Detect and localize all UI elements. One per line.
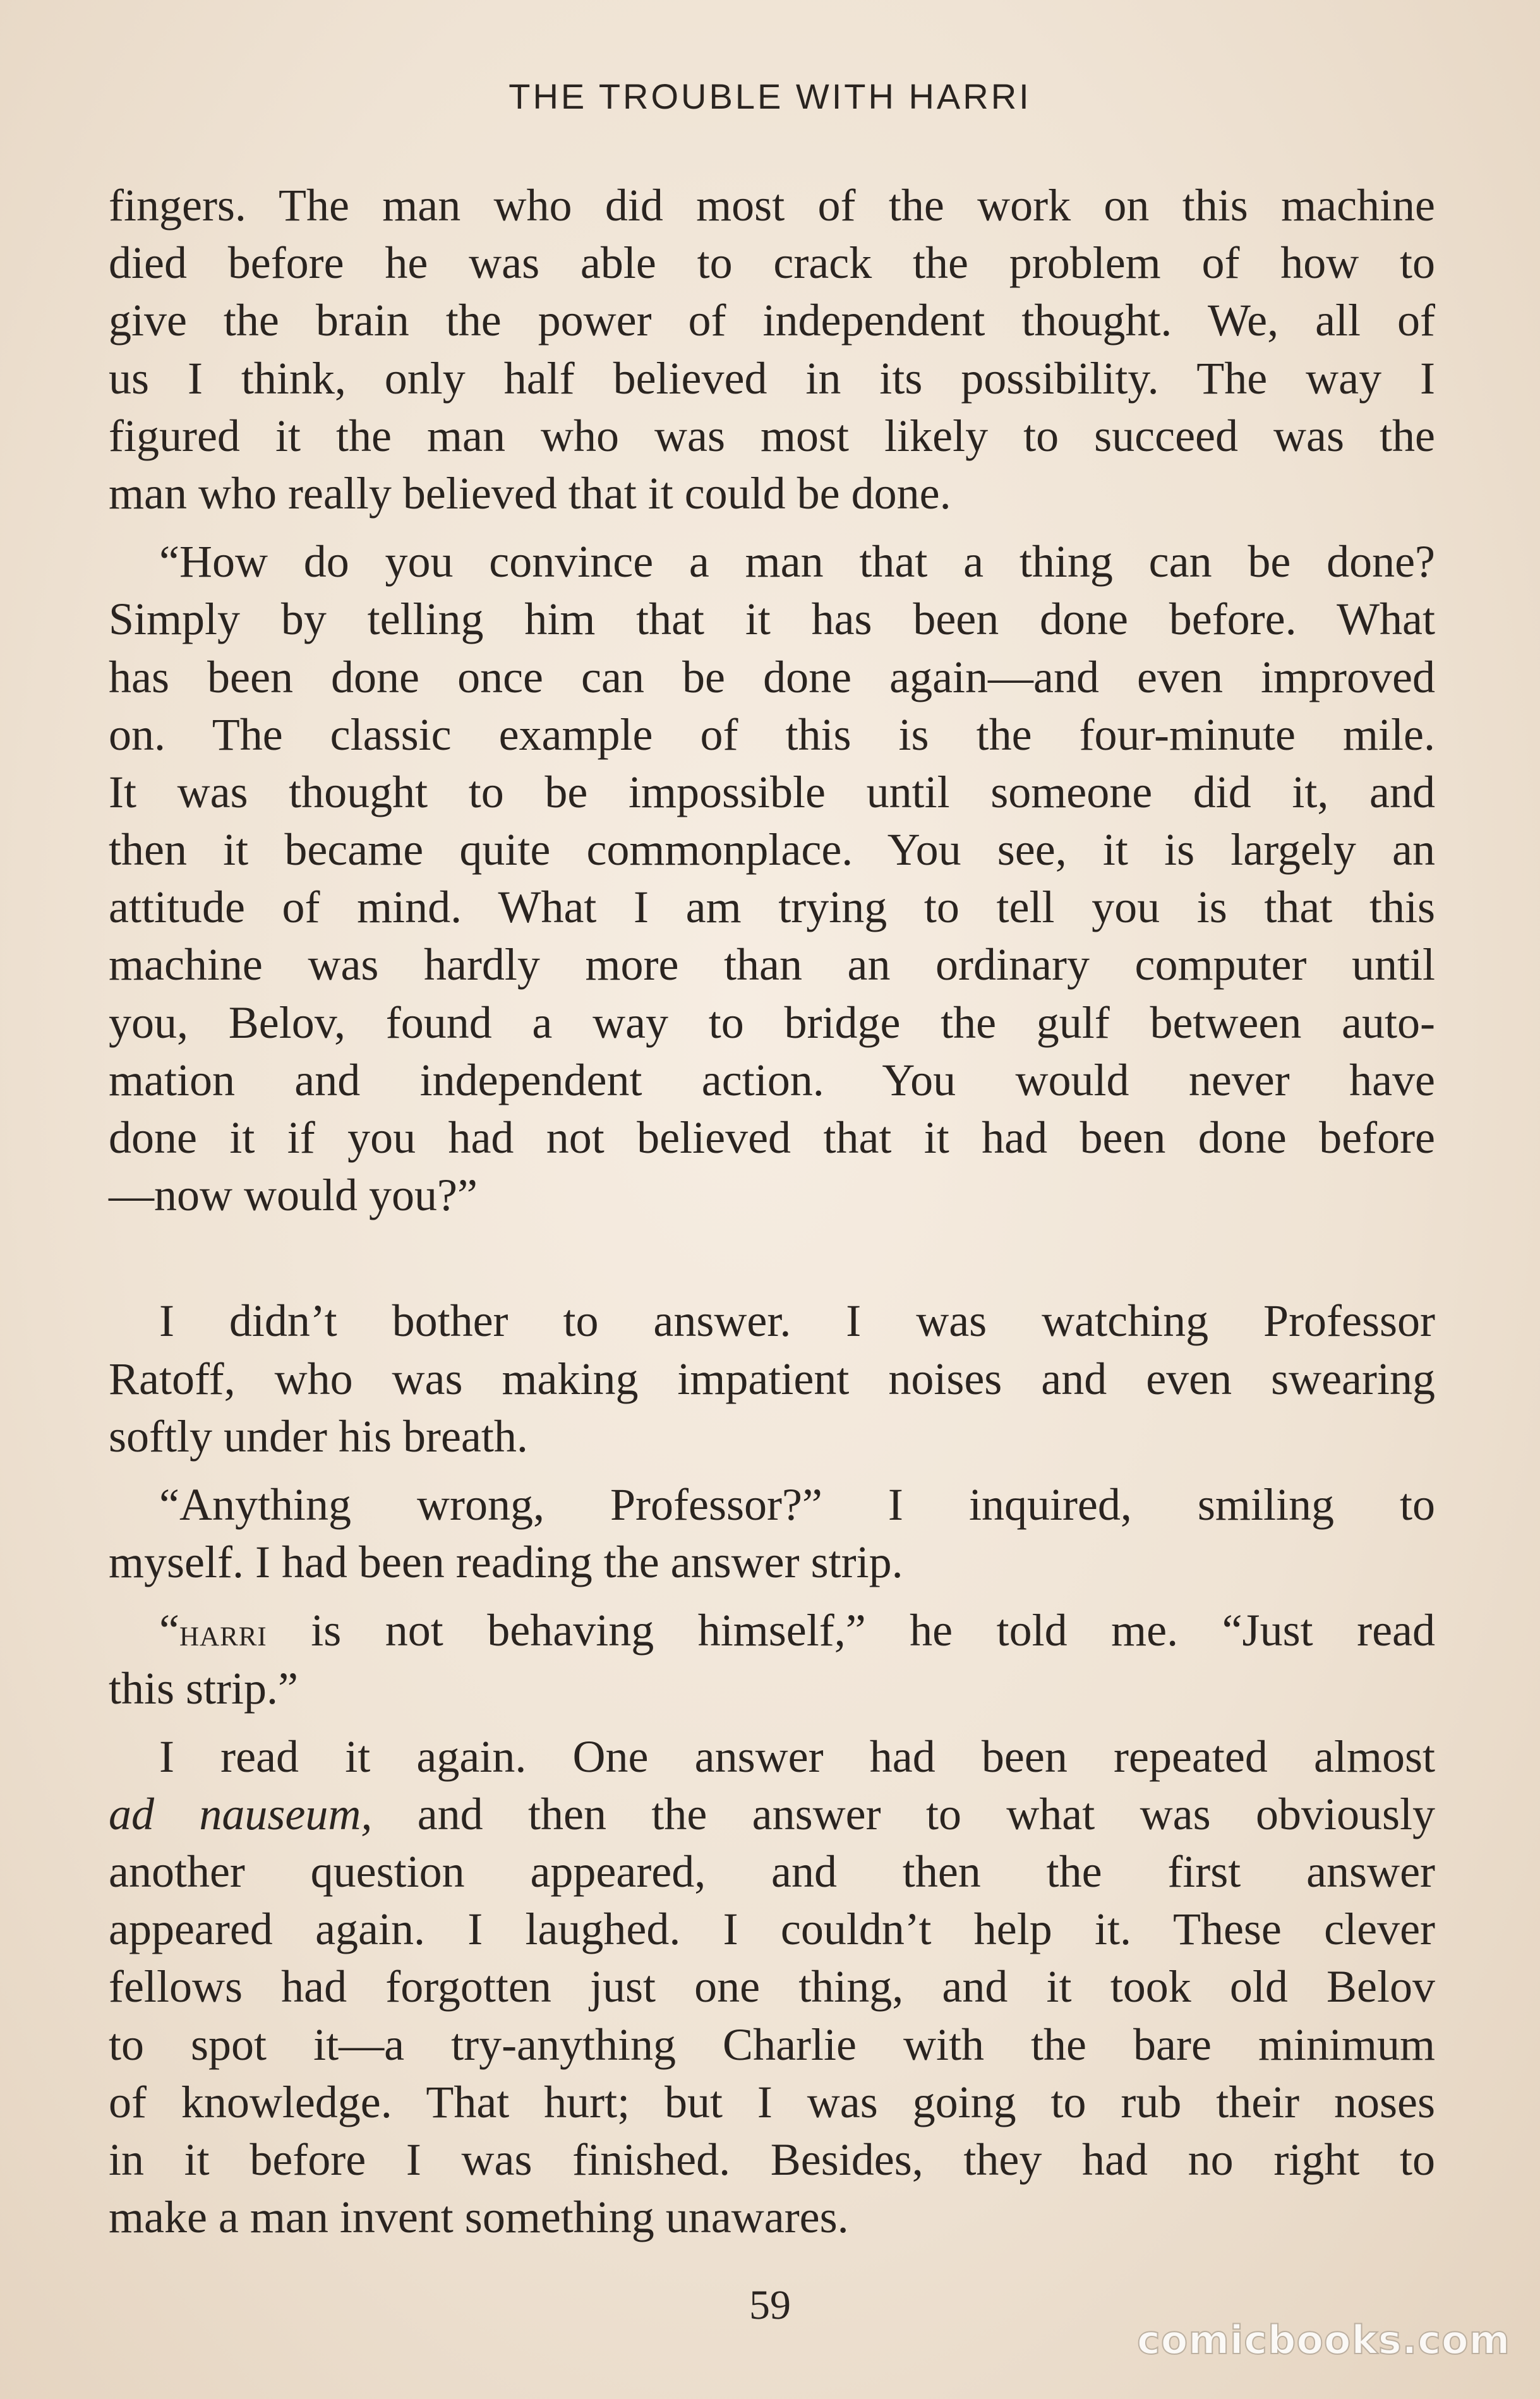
text-line: make a man invent something unawares.: [109, 2192, 849, 2243]
text-line: Simply by telling him that it has been done before. What: [109, 594, 1435, 645]
text-line: fingers. The man who did most of the work on this machine: [109, 180, 1435, 231]
small-caps-name: harri: [179, 1611, 267, 1655]
paragraph-3: [109, 1292, 1435, 1465]
text-line: myself. I had been reading the answer strip.: [109, 1537, 903, 1588]
text-line: figured it the man who was most likely to succeed was the: [109, 410, 1435, 461]
text-line: [109, 1602, 1435, 1659]
text-line: It was thought to be impossible until someone did it, and: [109, 766, 1435, 817]
text-fragment: and then the answer to what was obviously: [372, 1788, 1435, 1839]
text-line: you, Belov, found a way to bridge the gulf between auto-: [109, 997, 1435, 1048]
text-line: of knowledge. That hurt; but I was going to rub their noses: [109, 2076, 1435, 2127]
text-line: fellows had forgotten just one thing, and it took old Belov: [109, 1961, 1435, 2012]
text-line: us I think, only half believed in its possibility. The way I: [109, 352, 1435, 404]
text-line: —now would you?”: [109, 1170, 478, 1221]
running-head: THE TROUBLE WITH HARRI: [508, 76, 1032, 116]
text-line: “Anything wrong, Professor?” I inquired, smiling to: [159, 1479, 1435, 1530]
text-line: softly under his breath.: [109, 1410, 528, 1462]
watermark: comicbooks.com: [1137, 2317, 1511, 2363]
text-fragment: is not behaving himself,” he told me. “Just read: [267, 1605, 1435, 1656]
text-line: appeared again. I laughed. I couldn’t help it. These clever: [109, 1904, 1435, 1955]
text-line: done it if you had not believed that it had been done before: [109, 1112, 1435, 1163]
text-line: Ratoff, who was making impatient noises and even swearing: [109, 1353, 1435, 1404]
text-line: to spot it—a try-anything Charlie with the bare minimum: [109, 2019, 1435, 2070]
text-line: in it before I was finished. Besides, they had no right to: [109, 2134, 1435, 2185]
text-fragment: “: [159, 1605, 179, 1656]
text-line: man who really believed that it could be done.: [109, 467, 951, 519]
text-line: “How do you convince a man that a thing can be done?: [159, 536, 1435, 587]
text-line: I read it again. One answer had been repeated almost: [159, 1731, 1435, 1782]
text-line: [109, 1786, 1435, 1843]
paragraph-2: [109, 533, 1435, 1224]
text-line: another question appeared, and then the first answer: [109, 1846, 1435, 1897]
text-line: give the brain the power of independent thought. We, all of: [109, 295, 1435, 346]
text-line: on. The classic example of this is the four-minute mile.: [109, 709, 1435, 760]
paragraph-6: [109, 1728, 1435, 2247]
text-line: died before he was able to crack the problem of how to: [109, 237, 1435, 289]
text-line: machine was hardly more than an ordinary computer until: [109, 939, 1435, 990]
text-line: I didn’t bother to answer. I was watching Professor: [159, 1296, 1435, 1347]
text-line: then it became quite commonplace. You see, it is largely an: [109, 824, 1435, 875]
text-line: has been done once can be done again—and even improved: [109, 651, 1435, 702]
paragraph-4: [109, 1476, 1435, 1591]
text-line: attitude of mind. What I am trying to tell you is that this: [109, 882, 1435, 933]
italic-phrase: ad nauseum,: [109, 1788, 373, 1839]
text-line: mation and independent action. You would never have: [109, 1054, 1435, 1105]
paragraph-5: [109, 1602, 1435, 1717]
paragraph-1: [109, 177, 1435, 522]
text-line: this strip.”: [109, 1662, 298, 1714]
body-text: [109, 177, 1435, 2246]
page-number: 59: [749, 2282, 791, 2328]
